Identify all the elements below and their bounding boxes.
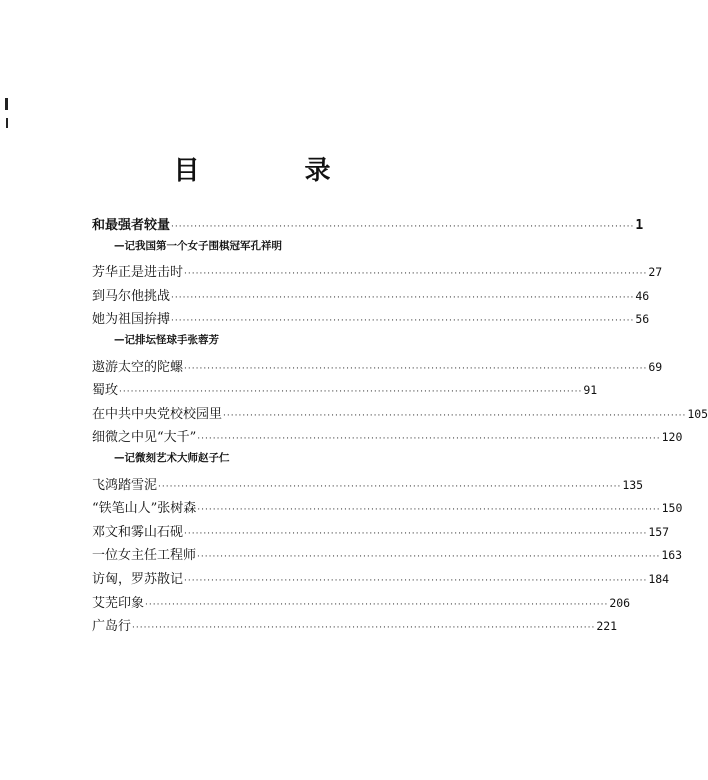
toc-entry-page: 184: [648, 571, 670, 586]
dot-leader: ························································································································: [223, 410, 687, 421]
dot-leader: ························································································································: [197, 552, 661, 563]
toc-entry-title: 邓文和雾山石砚: [92, 524, 184, 540]
toc-entry-title: 和最强者较量: [92, 218, 171, 233]
dot-leader: ························································································································: [171, 222, 635, 232]
toc-entry-title: 访匈，罗苏散记: [92, 571, 184, 587]
toc-entry-page: 69: [648, 359, 663, 374]
dot-leader: ························································································································: [132, 623, 596, 634]
dot-leader: ························································································································: [184, 575, 648, 586]
dot-leader: ························································································································: [184, 528, 648, 539]
toc-entry[interactable]: [92, 615, 618, 639]
toc-subtitle-text: —记微刻艺术大师赵子仁: [114, 451, 230, 464]
dot-leader: ························································································································: [197, 434, 661, 445]
toc-entry-page: 150: [661, 501, 683, 516]
toc-subtitle-text: —记我国第一个女子围棋冠军孔祥明: [114, 239, 282, 252]
dot-leader: ························································································································: [171, 292, 635, 303]
toc-entry-page: 120: [661, 430, 683, 445]
dot-leader: ························································································································: [171, 316, 635, 327]
dot-leader: ························································································································: [158, 481, 622, 492]
toc-entry-title: 蜀玫: [92, 383, 119, 399]
toc-entry-page: 46: [635, 288, 650, 303]
toc-entry-title: 她为祖国拚搏: [92, 312, 171, 328]
toc-entry-page: 105: [687, 406, 708, 421]
table-of-contents: [92, 214, 708, 639]
dot-leader: ························································································································: [119, 387, 583, 398]
page-title: 目 录: [173, 156, 379, 186]
toc-entry[interactable]: [92, 403, 708, 427]
toc-entry-title: 飞鸿踏雪泥: [92, 477, 158, 493]
toc-entry-title: 一位女主任工程师: [92, 548, 197, 564]
toc-entry[interactable]: [92, 308, 650, 332]
toc-subtitle-text: —记排坛怪球手张蓉芳: [114, 333, 219, 346]
scan-edge-mark: [5, 98, 8, 110]
dot-leader: ························································································································: [184, 363, 648, 374]
toc-entry-page: 27: [648, 265, 663, 280]
toc-entry[interactable]: [92, 497, 683, 521]
toc-entry-title: 艾芜印象: [92, 595, 145, 611]
toc-entry-title: “铁笔山人”张树森: [92, 501, 197, 517]
toc-entry-title: 在中共中央党校校园里: [92, 406, 223, 422]
dot-leader: ························································································································: [145, 599, 609, 610]
toc-subtitle: [92, 238, 428, 262]
dot-leader: ························································································································: [197, 505, 661, 516]
toc-entry[interactable]: [92, 544, 683, 568]
toc-entry-title: 遨游太空的陀螺: [92, 359, 184, 375]
toc-entry-page: 221: [596, 619, 618, 634]
toc-entry[interactable]: [92, 285, 650, 309]
toc-entry[interactable]: [92, 261, 663, 285]
toc-entry[interactable]: [92, 568, 670, 592]
toc-entry-page: 206: [609, 595, 631, 610]
toc-entry-page: 1: [635, 218, 644, 233]
scan-edge-mark: [6, 118, 8, 128]
toc-entry-page: 91: [583, 383, 598, 398]
toc-entry-title: 细微之中见“大千”: [92, 430, 197, 446]
toc-entry[interactable]: [92, 474, 644, 498]
toc-entry[interactable]: [92, 214, 644, 238]
toc-entry[interactable]: [92, 426, 683, 450]
toc-entry-page: 135: [622, 477, 644, 492]
dot-leader: ························································································································: [184, 269, 648, 280]
toc-subtitle: [92, 332, 428, 356]
toc-entry-title: 广岛行: [92, 619, 132, 635]
toc-entry-page: 157: [648, 524, 670, 539]
toc-entry-title: 到马尔他挑战: [92, 288, 171, 304]
toc-entry[interactable]: [92, 379, 598, 403]
toc-entry-page: 56: [635, 312, 650, 327]
toc-entry-title: 芳华正是进击时: [92, 265, 184, 281]
toc-entry[interactable]: [92, 592, 631, 616]
toc-subtitle: [92, 450, 428, 474]
toc-entry[interactable]: [92, 356, 663, 380]
toc-entry-page: 163: [661, 548, 683, 563]
toc-entry[interactable]: [92, 521, 670, 545]
